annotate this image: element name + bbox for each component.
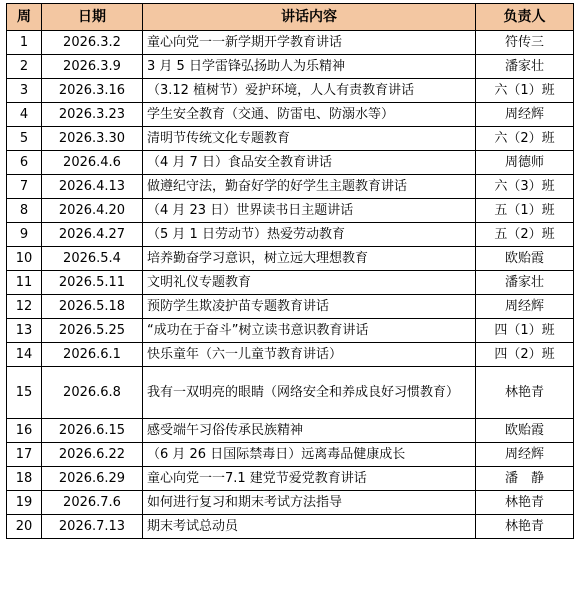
cell-owner: 六（2）班: [476, 127, 574, 151]
cell-date: 2026.5.25: [42, 319, 143, 343]
cell-topic: 预防学生欺凌护苗专题教育讲话: [143, 295, 476, 319]
cell-week: 19: [7, 491, 42, 515]
cell-topic: “成功在于奋斗”树立读书意识教育讲话: [143, 319, 476, 343]
table-row: [7, 443, 574, 467]
cell-date: 2026.3.30: [42, 127, 143, 151]
cell-topic: 做遵纪守法，勤奋好学的好学生主题教育讲话: [143, 175, 476, 199]
table-row: [7, 419, 574, 443]
cell-date: 2026.3.2: [42, 31, 143, 55]
cell-date: 2026.6.29: [42, 467, 143, 491]
cell-owner: 林艳青: [476, 491, 574, 515]
table-row: [7, 31, 574, 55]
schedule-table: [6, 3, 574, 539]
cell-week: 7: [7, 175, 42, 199]
cell-owner: 六（1）班: [476, 79, 574, 103]
table-row: [7, 367, 574, 419]
cell-topic: 快乐童年（六一儿童节教育讲话）: [143, 343, 476, 367]
cell-topic: （4 月 7 日）食品安全教育讲话: [143, 151, 476, 175]
cell-topic: 如何进行复习和期末考试方法指导: [143, 491, 476, 515]
cell-week: 18: [7, 467, 42, 491]
table-row: [7, 175, 574, 199]
cell-owner: 四（1）班: [476, 319, 574, 343]
table-row: [7, 295, 574, 319]
header-date: 日期: [42, 4, 143, 31]
table-row: [7, 55, 574, 79]
cell-topic: 清明节传统文化专题教育: [143, 127, 476, 151]
cell-date: 2026.5.11: [42, 271, 143, 295]
cell-topic: 培养勤奋学习意识，树立远大理想教育: [143, 247, 476, 271]
cell-owner: 林艳青: [476, 367, 574, 419]
cell-date: 2026.3.9: [42, 55, 143, 79]
cell-owner: 周经辉: [476, 295, 574, 319]
table-row: [7, 103, 574, 127]
cell-topic: 期末考试总动员: [143, 515, 476, 539]
header-owner: 负责人: [476, 4, 574, 31]
cell-topic: 童心向党一一新学期开学教育讲话: [143, 31, 476, 55]
cell-topic: （3.12 植树节）爱护环境，人人有责教育讲话: [143, 79, 476, 103]
table-row: [7, 199, 574, 223]
cell-date: 2026.5.18: [42, 295, 143, 319]
cell-week: 17: [7, 443, 42, 467]
cell-date: 2026.7.6: [42, 491, 143, 515]
cell-date: 2026.4.27: [42, 223, 143, 247]
cell-owner: 五（1）班: [476, 199, 574, 223]
table-row: [7, 223, 574, 247]
cell-topic: （4 月 23 日）世界读书日主题讲话: [143, 199, 476, 223]
cell-week: 6: [7, 151, 42, 175]
cell-topic: 3 月 5 日学雷锋弘扬助人为乐精神: [143, 55, 476, 79]
cell-date: 2026.6.1: [42, 343, 143, 367]
cell-week: 15: [7, 367, 42, 419]
cell-week: 3: [7, 79, 42, 103]
cell-date: 2026.4.13: [42, 175, 143, 199]
cell-date: 2026.3.23: [42, 103, 143, 127]
cell-topic: （5 月 1 日劳动节）热爱劳动教育: [143, 223, 476, 247]
cell-date: 2026.4.20: [42, 199, 143, 223]
cell-owner: 周德师: [476, 151, 574, 175]
cell-week: 5: [7, 127, 42, 151]
table-row: [7, 247, 574, 271]
cell-owner: 符传三: [476, 31, 574, 55]
cell-topic: 文明礼仪专题教育: [143, 271, 476, 295]
cell-date: 2026.6.22: [42, 443, 143, 467]
cell-week: 10: [7, 247, 42, 271]
table-row: [7, 515, 574, 539]
cell-week: 14: [7, 343, 42, 367]
cell-topic: （6 月 26 日国际禁毒日）远离毒品健康成长: [143, 443, 476, 467]
cell-date: 2026.3.16: [42, 79, 143, 103]
cell-topic: 童心向党一一7.1 建党节爱党教育讲话: [143, 467, 476, 491]
cell-owner: 林艳青: [476, 515, 574, 539]
header-week: 周: [7, 4, 42, 31]
cell-week: 12: [7, 295, 42, 319]
cell-week: 16: [7, 419, 42, 443]
cell-week: 11: [7, 271, 42, 295]
cell-week: 4: [7, 103, 42, 127]
table-row: [7, 343, 574, 367]
cell-owner: 欧贻霞: [476, 419, 574, 443]
cell-date: 2026.4.6: [42, 151, 143, 175]
cell-owner: 周经辉: [476, 443, 574, 467]
table-row: [7, 491, 574, 515]
cell-owner: 潘 静: [476, 467, 574, 491]
cell-date: 2026.7.13: [42, 515, 143, 539]
table-row: [7, 79, 574, 103]
cell-date: 2026.6.15: [42, 419, 143, 443]
cell-owner: 欧贻霞: [476, 247, 574, 271]
cell-topic: 学生安全教育（交通、防雷电、防溺水等）: [143, 103, 476, 127]
cell-week: 9: [7, 223, 42, 247]
table-row: [7, 319, 574, 343]
table-row: [7, 271, 574, 295]
cell-date: 2026.5.4: [42, 247, 143, 271]
table-row: [7, 467, 574, 491]
cell-week: 8: [7, 199, 42, 223]
header-topic: 讲话内容: [143, 4, 476, 31]
cell-week: 1: [7, 31, 42, 55]
cell-owner: 五（2）班: [476, 223, 574, 247]
cell-owner: 六（3）班: [476, 175, 574, 199]
cell-topic: 我有一双明亮的眼睛（网络安全和养成良好习惯教育）: [143, 367, 476, 419]
cell-owner: 潘家壮: [476, 271, 574, 295]
cell-week: 13: [7, 319, 42, 343]
cell-owner: 潘家壮: [476, 55, 574, 79]
cell-week: 20: [7, 515, 42, 539]
table-row: [7, 151, 574, 175]
cell-topic: 感受端午习俗传承民族精神: [143, 419, 476, 443]
header-row: [7, 4, 574, 31]
cell-week: 2: [7, 55, 42, 79]
cell-owner: 四（2）班: [476, 343, 574, 367]
cell-owner: 周经辉: [476, 103, 574, 127]
table-row: [7, 127, 574, 151]
cell-date: 2026.6.8: [42, 367, 143, 419]
